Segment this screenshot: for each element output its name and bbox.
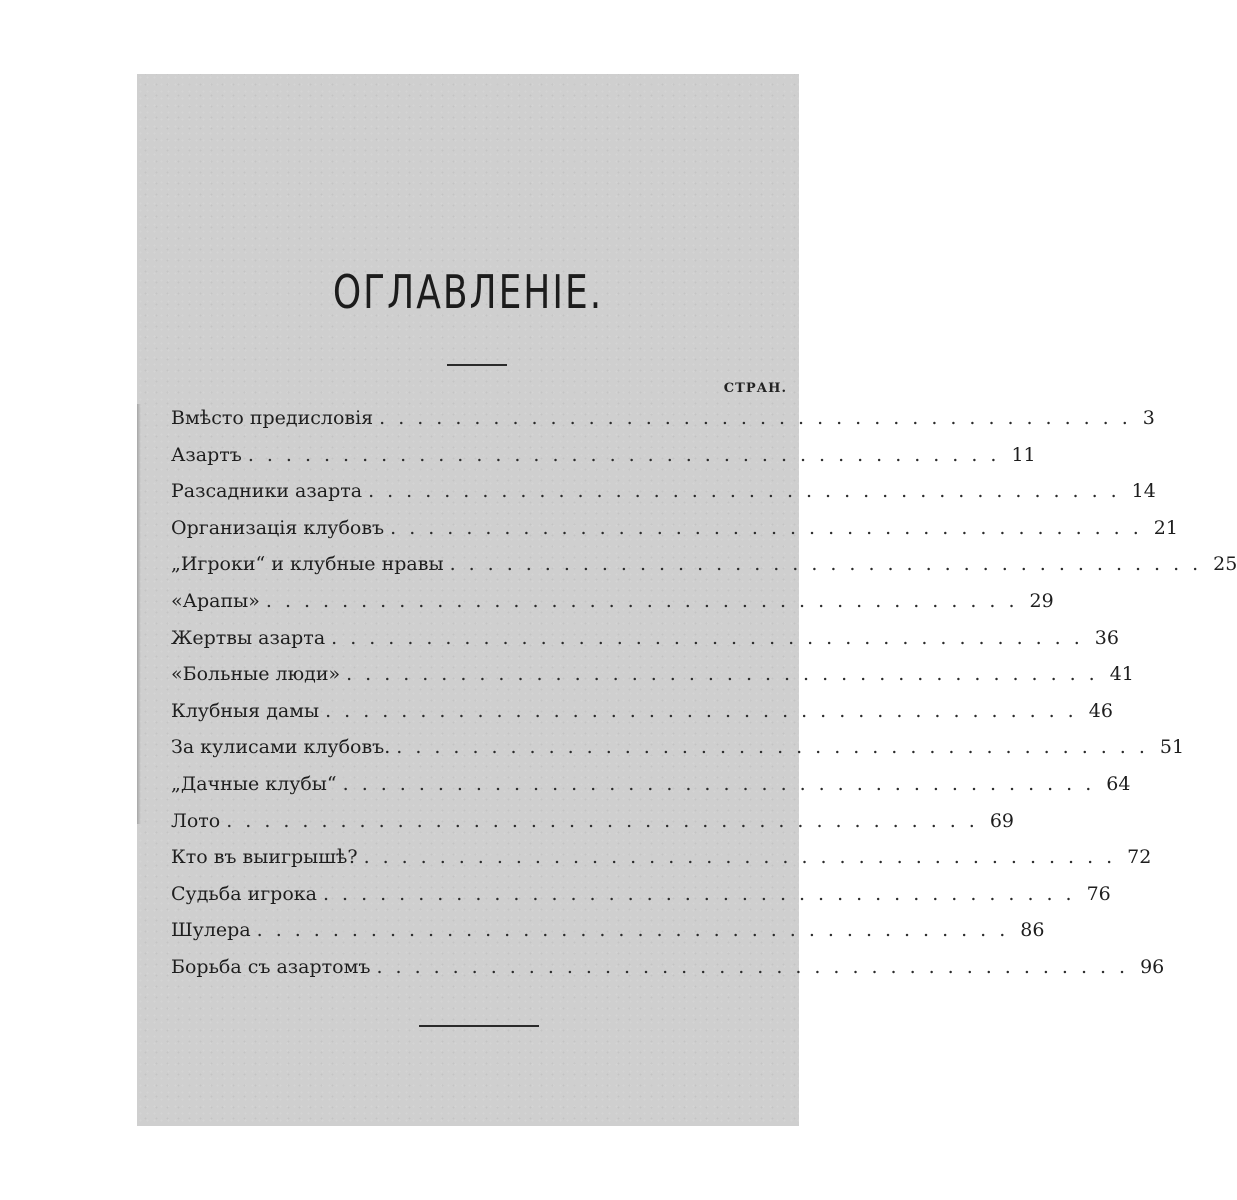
- dot-leader: ........................................: [368, 480, 1130, 503]
- page-column-header: СТРАН.: [723, 381, 787, 396]
- toc-entry-page: 72: [1127, 846, 1152, 869]
- toc-entry-page: 3: [1142, 407, 1155, 429]
- toc-entry: [171, 516, 1178, 554]
- toc-entry-page: 21: [1153, 516, 1178, 539]
- page-title: ОГЛАВЛЕНІЕ.: [332, 266, 604, 320]
- toc-entry: [171, 480, 1156, 517]
- table-of-contents: [171, 407, 1237, 993]
- toc-entry-title: Клубныя дамы: [171, 699, 320, 722]
- toc-entry-page: 29: [1029, 589, 1054, 612]
- toc-entry-title: Жертвы азарта: [171, 626, 326, 649]
- dot-leader: ........................................: [363, 846, 1126, 869]
- toc-entry-page: 14: [1131, 480, 1156, 503]
- dot-leader: ........................................: [342, 772, 1105, 795]
- dot-leader: ........................................: [331, 626, 1093, 649]
- dot-leader: ........................................: [325, 699, 1087, 722]
- toc-entry-page: 11: [1011, 443, 1036, 466]
- toc-entry: [171, 407, 1155, 444]
- toc-entry: [171, 846, 1152, 883]
- toc-entry: [171, 699, 1113, 737]
- toc-entry-page: 41: [1109, 663, 1134, 686]
- toc-entry-page: 25: [1213, 553, 1237, 576]
- toc-entry-title: Шулера: [171, 919, 251, 942]
- end-divider: [419, 1025, 539, 1027]
- title-divider: [447, 364, 507, 366]
- toc-entry-title: Вмѣсто предисловія: [171, 407, 374, 429]
- toc-entry: [171, 882, 1111, 920]
- dot-leader: ........................................: [379, 407, 1141, 429]
- dot-leader: ........................................: [396, 736, 1158, 759]
- gutter-shadow: [137, 404, 141, 824]
- toc-entry-title: Борьба съ азартомъ: [171, 955, 371, 978]
- toc-entry-title: Разсадники азарта: [171, 480, 363, 503]
- toc-entry-page: 51: [1159, 736, 1185, 759]
- toc-entry: [171, 955, 1165, 993]
- toc-entry-page: 76: [1086, 882, 1111, 905]
- toc-entry-page: 86: [1020, 919, 1045, 942]
- toc-entry-title: Кто въ выигрышѣ?: [171, 846, 358, 869]
- toc-entry-title: Азартъ: [171, 443, 242, 466]
- toc-entry-title: За кулисами клубовъ.: [171, 736, 391, 759]
- toc-entry: [171, 626, 1119, 664]
- toc-entry-title: „Дачные клубы“: [171, 772, 337, 795]
- toc-entry-title: «Больные люди»: [171, 663, 341, 686]
- dot-leader: ........................................: [390, 516, 1152, 539]
- toc-entry: [171, 663, 1134, 700]
- toc-entry-page: 64: [1106, 772, 1131, 795]
- dot-leader: ........................................: [265, 589, 1028, 612]
- dot-leader: ........................................: [346, 663, 1108, 686]
- toc-entry: [171, 919, 1045, 956]
- toc-entry: [171, 589, 1054, 627]
- toc-entry-title: Организація клубовъ: [171, 516, 385, 539]
- book-page: [137, 74, 1237, 1126]
- toc-entry-page: 36: [1094, 626, 1119, 649]
- dot-leader: ........................................: [256, 919, 1019, 942]
- toc-entry: [171, 736, 1185, 773]
- toc-entry: [171, 553, 1237, 590]
- toc-entry-title: Судьба игрока: [171, 882, 317, 905]
- toc-entry-title: «Арапы»: [171, 589, 260, 612]
- toc-entry: [171, 772, 1131, 810]
- toc-entry-page: 46: [1088, 699, 1113, 722]
- dot-leader: ........................................: [247, 443, 1010, 466]
- toc-entry: [171, 809, 1015, 847]
- toc-entry-title: Лото: [171, 809, 221, 832]
- toc-entry: [171, 443, 1036, 481]
- toc-entry-title: „Игроки“ и клубные нравы: [171, 553, 444, 576]
- toc-entry-page: 69: [989, 809, 1015, 832]
- dot-leader: ........................................: [449, 553, 1212, 576]
- toc-entry-page: 96: [1140, 955, 1165, 978]
- dot-leader: ........................................: [376, 955, 1139, 978]
- dot-leader: ........................................: [226, 809, 988, 832]
- dot-leader: ........................................: [323, 882, 1085, 905]
